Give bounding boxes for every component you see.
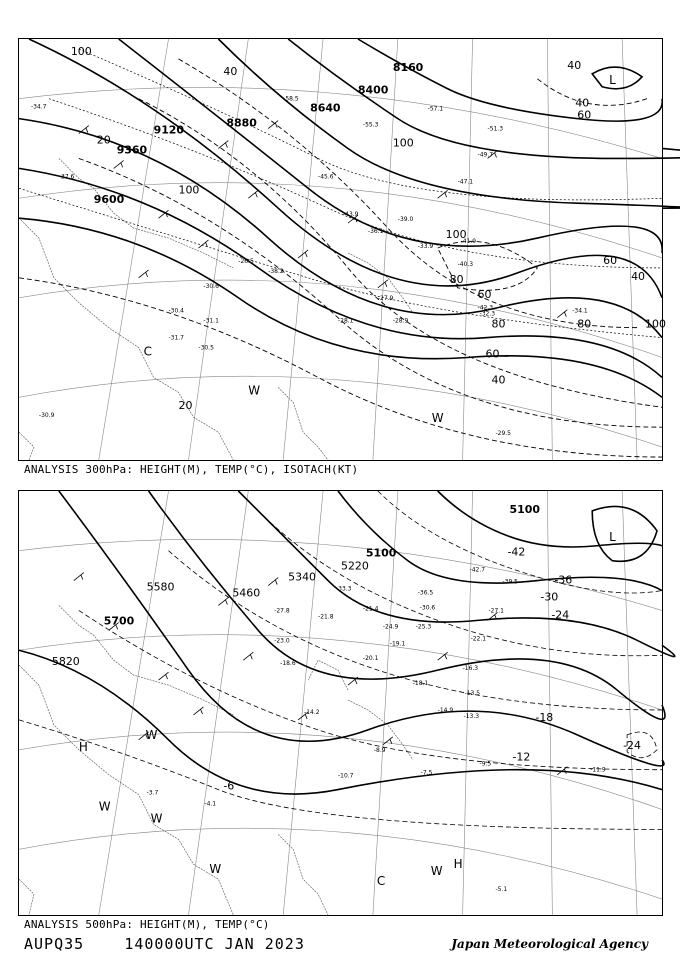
isotach-label: 20	[178, 399, 193, 413]
station-value: -14.2	[304, 708, 320, 716]
temperature-label: -24	[623, 738, 642, 752]
bulletin-code: AUPQ35	[24, 935, 85, 953]
height-label: 9600	[93, 193, 125, 207]
warm-center-label: W	[431, 411, 444, 426]
cold-center-label: C	[376, 874, 386, 889]
station-value: -27.9	[377, 294, 394, 302]
station-value: -33.9	[417, 243, 434, 251]
bulletin-time: 140000UTC JAN 2023	[124, 935, 305, 953]
isotach-label: 80	[491, 317, 506, 331]
warm-center-label: W	[430, 864, 443, 879]
isotach-label: 60	[577, 108, 592, 122]
station-value: -9.5	[479, 760, 492, 768]
low-pressure-label: L	[609, 529, 616, 544]
station-value: -14.9	[437, 706, 454, 714]
cold-center-label: C	[143, 344, 152, 359]
isotach-label: 60	[477, 287, 492, 301]
temperature-label: -12	[512, 750, 531, 764]
station-value: -34.1	[572, 307, 588, 315]
warm-center-label: W	[150, 811, 163, 826]
isotach-label: 100	[392, 136, 414, 150]
isotach-label: 100	[445, 228, 467, 242]
isotach-label: 40	[631, 269, 646, 283]
station-value: -21.4	[362, 605, 379, 613]
station-value: -29.5	[495, 430, 511, 438]
isotach-label: 40	[491, 373, 506, 387]
station-value: -30.9	[38, 412, 55, 420]
station-value: -3.7	[146, 789, 159, 797]
station-value: -57.1	[427, 105, 444, 113]
isotach-label: 20	[96, 133, 111, 147]
station-value: -31.7	[168, 334, 185, 342]
station-value: -11.9	[590, 766, 606, 774]
station-value: -13.3	[463, 712, 480, 720]
isotach-label: 40	[575, 96, 590, 110]
temperature-label: -42	[507, 545, 526, 559]
graticule	[19, 491, 662, 915]
bulletin-header	[24, 935, 305, 953]
station-value: -30.5	[198, 344, 214, 352]
station-value: -38.2	[268, 267, 284, 275]
station-value: -5.1	[495, 886, 508, 894]
station-value: -30.6	[419, 604, 436, 612]
station-value: -16.3	[462, 665, 479, 673]
temperature-label: -24	[551, 608, 570, 622]
station-value: -23.0	[274, 637, 290, 645]
station-value: -34.7	[30, 103, 47, 111]
isotach-label: 60	[485, 347, 500, 361]
chart-300hpa-svg	[19, 39, 666, 460]
station-value: -28.1	[338, 317, 354, 325]
station-values	[147, 567, 606, 893]
station-value: -42.7	[469, 566, 486, 574]
station-value: -49.7	[477, 151, 494, 159]
station-value: -43.9	[342, 211, 359, 219]
station-value: -39.0	[397, 216, 414, 224]
high-pressure-label: H	[453, 857, 463, 872]
station-value: -20.1	[362, 655, 379, 663]
station-value: -39.5	[502, 578, 518, 586]
low-pressure-label: L	[609, 72, 616, 87]
station-value: -55.3	[362, 121, 379, 129]
station-value: -32.3	[479, 310, 496, 318]
station-value: -8.9	[373, 746, 386, 754]
height-label: 8160	[392, 60, 424, 74]
station-value: -10.7	[338, 772, 354, 780]
height-label: 5100	[365, 546, 397, 560]
height-label: 5340	[288, 570, 317, 584]
station-value: -47.1	[457, 178, 474, 186]
station-value: -18.6	[280, 660, 296, 668]
station-value: -13.5	[464, 690, 481, 698]
station-value: -19.1	[389, 640, 406, 648]
chart-500hpa-svg	[19, 491, 662, 915]
station-value: -27.8	[274, 607, 290, 615]
agency-name: Japan Meteorological Agency	[451, 937, 648, 951]
station-value: -41.9	[460, 238, 477, 246]
isotach-label: 100	[70, 44, 92, 58]
height-label: 9120	[153, 123, 185, 137]
station-value: -26.5	[238, 257, 254, 265]
isotach-label: 100	[178, 183, 200, 197]
temperature-label: -6	[223, 779, 235, 793]
height-label: 8400	[357, 83, 389, 97]
isotach-label: 60	[603, 253, 618, 267]
station-value: -21.8	[318, 613, 334, 621]
chart-500hpa-caption: ANALYSIS 500hPa: HEIGHT(M), TEMP(°C)	[24, 918, 270, 931]
station-value: -4.1	[204, 800, 217, 808]
isotach-label: 80	[577, 317, 592, 331]
height-label: 5220	[340, 559, 369, 573]
station-value: -36.5	[417, 589, 434, 597]
chart-300hpa	[18, 38, 666, 461]
station-value: -30.4	[168, 307, 185, 315]
station-value: -40.3	[457, 260, 474, 268]
height-labels	[94, 61, 424, 206]
height-labels	[52, 503, 540, 668]
isotach-label: 40	[567, 58, 582, 72]
height-label: 8640	[310, 101, 341, 115]
station-value: -25.3	[415, 623, 432, 631]
station-value: -42.3	[477, 304, 494, 312]
station-value: -51.3	[487, 125, 504, 133]
temperature-label: -36	[554, 573, 573, 587]
station-value: -18.1	[412, 680, 429, 688]
temperature-label: -18	[535, 710, 554, 724]
station-value: -36.1	[367, 228, 384, 236]
warm-center-label: W	[209, 862, 222, 877]
station-value: -27.1	[488, 607, 505, 615]
station-value: -22.1	[470, 635, 487, 643]
high-pressure-label: H	[78, 739, 88, 754]
height-label: 9360	[116, 143, 148, 157]
chart-500hpa	[18, 490, 663, 916]
warm-center-label: W	[248, 383, 261, 398]
isotach-label: 40	[223, 64, 238, 78]
station-value: -7.5	[420, 769, 433, 777]
station-value: -28.9	[392, 317, 409, 325]
station-value: -45.6	[318, 173, 334, 181]
station-value: -31.1	[203, 317, 219, 325]
height-label: 8880	[226, 116, 257, 130]
height-label: 5100	[509, 502, 540, 516]
station-value: -33.3	[336, 585, 352, 593]
height-label: 5820	[51, 655, 80, 669]
warm-center-label: W	[98, 799, 111, 814]
isotach-label: 80	[449, 272, 464, 286]
station-value: -30.6	[203, 282, 219, 290]
isotach-label: 100	[645, 317, 666, 331]
station-value: -37.6	[58, 173, 75, 181]
station-value: -58.5	[283, 95, 299, 103]
temperature-label: -30	[540, 590, 559, 604]
height-label: 5460	[232, 586, 261, 600]
height-contours	[19, 491, 675, 794]
warm-center-label: W	[145, 727, 158, 742]
height-label: 5580	[146, 580, 175, 594]
station-value: -24.9	[382, 623, 399, 631]
coastline	[19, 158, 413, 460]
chart-300hpa-caption: ANALYSIS 300hPa: HEIGHT(M), TEMP(°C), ISOTACH(KT)	[24, 463, 359, 476]
height-label: 5700	[103, 614, 135, 628]
